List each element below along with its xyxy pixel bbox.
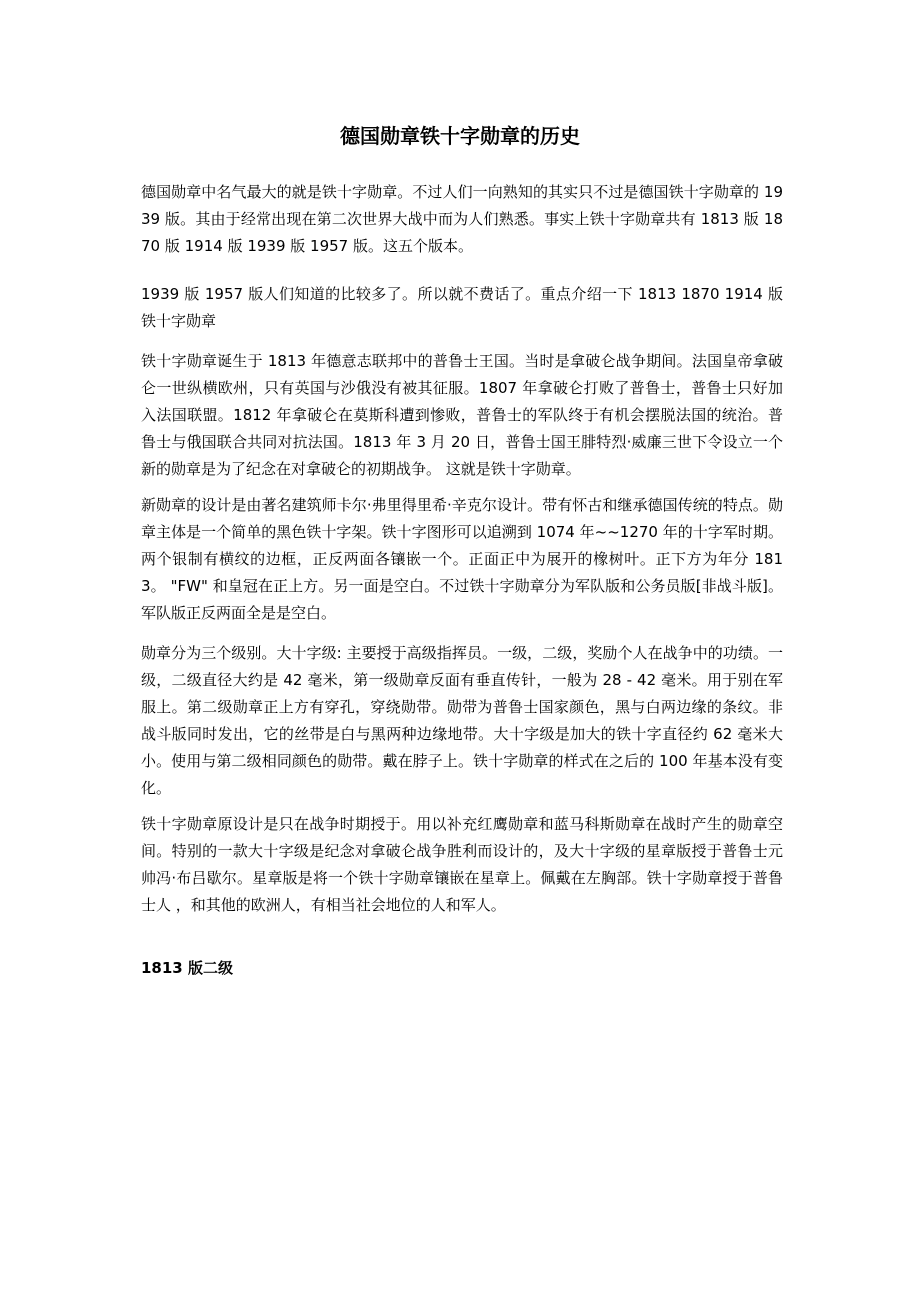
paragraph-origin: 铁十字勋章诞生于 1813 年德意志联邦中的普鲁士王国。当时是拿破仑战争期间。法国皇帝拿破仑一世纵横欧州，只有英国与沙俄没有被其征服。1807 年拿破仑打败了普鲁士，普鲁士只好加入法国联盟。1812 年拿破仑在莫斯科遭到惨败，普鲁士的军队终于有机会摆脱法国的统治。普鲁士与俄国联合共同对抗法国。1813 年 3 月 20 日，普鲁士国王腓特烈·威廉三世下令设立一个新的勋章是为了纪念在对拿破仑的初期战争。 这就是铁十字勋章。 — [141, 352, 783, 478]
paragraph-intro: 德国勋章中名气最大的就是铁十字勋章。不过人们一向熟知的其实只不过是德国铁十字勋章的 1939 版。其由于经常出现在第二次世界大战中而为人们熟悉。事实上铁十字勋章共有 1813 版 1870 版 1914 版 1939 版 1957 版。这五个版本。 — [141, 183, 783, 255]
paragraph-versions: 1939 版 1957 版人们知道的比较多了。所以就不费话了。重点介绍一下 1813 1870 1914 版铁十字勋章 — [141, 285, 783, 330]
paragraph-awarding: 铁十字勋章原设计是只在战争时期授于。用以补充红鹰勋章和蓝马科斯勋章在战时产生的勋章空间。特别的一款大十字级是纪念对拿破仑战争胜利而设计的，及大十字级的星章版授于普鲁士元帅冯·布吕歇尔。星章版是将一个铁十字勋章镶嵌在星章上。佩戴在左胸部。铁十字勋章授于普鲁士人 ，和其他的欧洲人，有相当社会地位的人和军人。 — [141, 815, 783, 914]
section-heading-1813: 1813 版二级 — [141, 959, 233, 977]
paragraph-grades: 勋章分为三个级别。大十字级: 主要授于高级指挥员。一级，二级，奖励个人在战争中的功绩。一级，二级直径大约是 42 毫米，第一级勋章反面有垂直传针，一般为 28 - 42 毫米。用于别在军服上。第二级勋章正上方有穿孔，穿绕勋带。勋带为普鲁士国家颜色，黑与白两边缘的条纹。非战斗版同时发出，它的丝带是白与黑两种边缘地带。大十字级是加大的铁十字直径约 62 毫米大小。使用与第二级相同颜色的勋带。戴在脖子上。铁十字勋章的样式在之后的 100 年基本没有变化。 — [141, 644, 783, 797]
paragraph-design: 新勋章的设计是由著名建筑师卡尔·弗里得里希·辛克尔设计。带有怀古和继承德国传统的特点。勋章主体是一个简单的黑色铁十字架。铁十字图形可以追溯到 1074 年~~1270 年的十字军时期。两个银制有横纹的边框，正反两面各镶嵌一个。正面正中为展开的橡树叶。正下方为年分 1813。 "FW" 和皇冠在正上方。另一面是空白。不过铁十字勋章分为军队版和公务员版[非战斗版]。军队版正反两面全是是空白。 — [141, 496, 783, 622]
document-title: 德国勋章铁十字勋章的历史 — [340, 124, 580, 148]
